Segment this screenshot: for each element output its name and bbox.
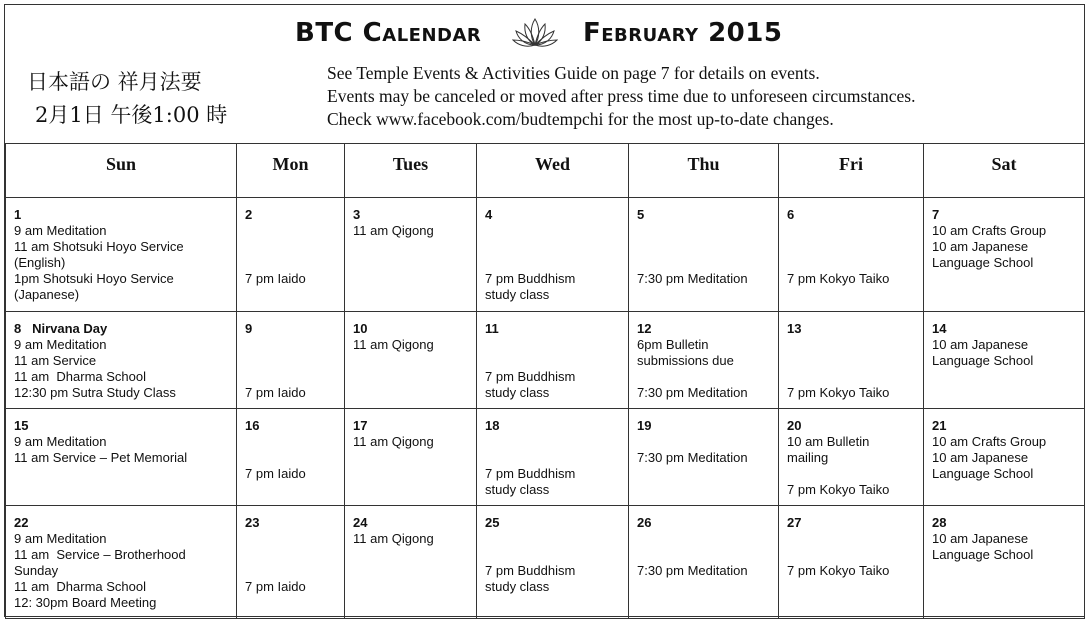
event: 9 am Meditation (14, 434, 107, 449)
event: 6pm Bulletin (637, 337, 709, 352)
day-number: 26 (637, 515, 652, 530)
day-cell-18 (477, 409, 629, 506)
day-number: 20 (787, 418, 802, 433)
weekday-sun: Sun (6, 144, 237, 198)
event: (English) (14, 255, 66, 270)
event: 9 am Meditation (14, 223, 107, 238)
event: 10 am Bulletin (787, 434, 870, 449)
event: 7 pm Kokyo Taiko (787, 482, 890, 497)
day-number: 22 (14, 515, 29, 530)
day-number: 4 (485, 207, 493, 222)
event: 10 am Crafts Group (932, 223, 1047, 238)
day-number: 24 (353, 515, 368, 530)
day-cell-27 (779, 506, 924, 619)
day-number: 11 (485, 321, 499, 336)
event: 7 pm Kokyo Taiko (787, 271, 890, 286)
week-row-4 (6, 506, 1085, 619)
event: 11 am Service – Pet Memorial (14, 450, 188, 465)
day-cell-12 (629, 312, 779, 409)
weekday-wed: Wed (477, 144, 629, 198)
event: 7:30 pm Meditation (637, 563, 748, 578)
day-number: 15 (14, 418, 29, 433)
day-number: 5 (637, 207, 645, 222)
header-note-3: Check www.facebook.com/budtempchi for the most up-to-date changes. (327, 109, 834, 129)
day-number: 10 (353, 321, 368, 336)
day-number: 17 (353, 418, 368, 433)
day-cell-6 (779, 198, 924, 312)
day-cell-28 (924, 506, 1085, 619)
event: Language School (932, 255, 1034, 270)
day-number: 2 (245, 207, 253, 222)
day-cell-10 (345, 312, 477, 409)
event: 7 pm Iaido (245, 466, 306, 481)
day-number: 3 (353, 207, 361, 222)
event: 7 pm Buddhism (485, 563, 576, 578)
day-cell-5 (629, 198, 779, 312)
day-number: 27 (787, 515, 802, 530)
day-cell-24 (345, 506, 477, 619)
calendar-month: February 2015 (583, 18, 783, 48)
event: study class (485, 287, 550, 302)
day-number: 21 (932, 418, 947, 433)
event: 7 pm Kokyo Taiko (787, 385, 890, 400)
weekday-tue: Tues (345, 144, 477, 198)
day-cell-2 (237, 198, 345, 312)
day-cell-17 (345, 409, 477, 506)
event: Language School (932, 466, 1034, 481)
day-cell-3 (345, 198, 477, 312)
calendar-header (5, 5, 1084, 144)
calendar-title: BTC Calendar (295, 18, 482, 48)
day-cell-26 (629, 506, 779, 619)
event: 11 am Qigong (353, 531, 434, 546)
japanese-service-time: 2月1日 午後1:00 時 (35, 103, 228, 127)
day-cell-14 (924, 312, 1085, 409)
event: 7 pm Iaido (245, 271, 306, 286)
event: 11 am Service – Brotherhood (14, 547, 186, 562)
event: 10 am Japanese (932, 531, 1029, 546)
event: 9 am Meditation (14, 337, 107, 352)
header-note-2: Events may be canceled or moved after press time due to unforeseen circumstances. (327, 86, 916, 106)
day-cell-15 (6, 409, 237, 506)
event: 11 am Shotsuki Hoyo Service (14, 239, 184, 254)
week-row-3 (6, 409, 1085, 506)
event: 7 pm Iaido (245, 385, 306, 400)
event: study class (485, 579, 550, 594)
day-number: 16 (245, 418, 260, 433)
calendar-frame (4, 4, 1085, 617)
day-cell-13 (779, 312, 924, 409)
event: 12: 30pm Board Meeting (14, 595, 157, 610)
day-cell-8 (6, 312, 237, 409)
event: 7:30 pm Meditation (637, 385, 748, 400)
event: (Japanese) (14, 287, 80, 302)
calendar-grid (5, 143, 1085, 619)
event: study class (485, 385, 550, 400)
event: 7 pm Kokyo Taiko (787, 563, 890, 578)
event: mailing (787, 450, 829, 465)
event: 11 am Qigong (353, 434, 434, 449)
day-cell-19 (629, 409, 779, 506)
day-cell-7 (924, 198, 1085, 312)
header-note-1: See Temple Events & Activities Guide on page 7 for details on events. (327, 63, 820, 83)
weekday-fri: Fri (779, 144, 924, 198)
day-cell-16 (237, 409, 345, 506)
day-number: 19 (637, 418, 652, 433)
day-number: 23 (245, 515, 260, 530)
event: 11 am Qigong (353, 337, 434, 352)
lotus-icon (512, 15, 558, 49)
day-cell-22 (6, 506, 237, 619)
week-row-2 (6, 312, 1085, 409)
day-number: 1 (14, 207, 22, 222)
event: 11 am Service (14, 353, 97, 368)
event: study class (485, 482, 550, 497)
event: 7 pm Iaido (245, 579, 306, 594)
event: 9 am Meditation (14, 531, 107, 546)
weekday-mon: Mon (237, 144, 345, 198)
weekday-header-row (6, 144, 1085, 198)
day-cell-20 (779, 409, 924, 506)
event: 7 pm Buddhism (485, 369, 576, 384)
event: 7 pm Buddhism (485, 271, 576, 286)
event: 10 am Japanese (932, 450, 1029, 465)
event: 11 am Dharma School (14, 579, 146, 594)
weekday-thu: Thu (629, 144, 779, 198)
event: 11 am Dharma School (14, 369, 146, 384)
event: submissions due (637, 353, 734, 368)
event: 11 am Qigong (353, 223, 434, 238)
day-number: 12 (637, 321, 652, 336)
day-number: 7 (932, 207, 940, 222)
day-cell-9 (237, 312, 345, 409)
event: 7 pm Buddhism (485, 466, 576, 481)
day-number: 13 (787, 321, 802, 336)
event: Language School (932, 353, 1034, 368)
event: 7:30 pm Meditation (637, 271, 748, 286)
event: 10 am Crafts Group (932, 434, 1047, 449)
japanese-service-title: 日本語の 祥月法要 (27, 70, 202, 94)
event: 12:30 pm Sutra Study Class (14, 385, 176, 400)
day-number: 6 (787, 207, 795, 222)
event: Sunday (14, 563, 59, 578)
day-number: 14 (932, 321, 947, 336)
day-cell-1 (6, 198, 237, 312)
day-cell-4 (477, 198, 629, 312)
event: 1pm Shotsuki Hoyo Service (14, 271, 174, 286)
day-cell-21 (924, 409, 1085, 506)
day-cell-11 (477, 312, 629, 409)
event: 10 am Japanese (932, 239, 1029, 254)
day-number: 18 (485, 418, 500, 433)
day-number: 8 Nirvana Day (14, 321, 108, 336)
day-number: 28 (932, 515, 947, 530)
day-number: 25 (485, 515, 500, 530)
weekday-sat: Sat (924, 144, 1085, 198)
event: 7:30 pm Meditation (637, 450, 748, 465)
day-cell-23 (237, 506, 345, 619)
event: Language School (932, 547, 1034, 562)
week-row-1 (6, 198, 1085, 312)
day-number: 9 (245, 321, 253, 336)
event: 10 am Japanese (932, 337, 1029, 352)
day-cell-25 (477, 506, 629, 619)
